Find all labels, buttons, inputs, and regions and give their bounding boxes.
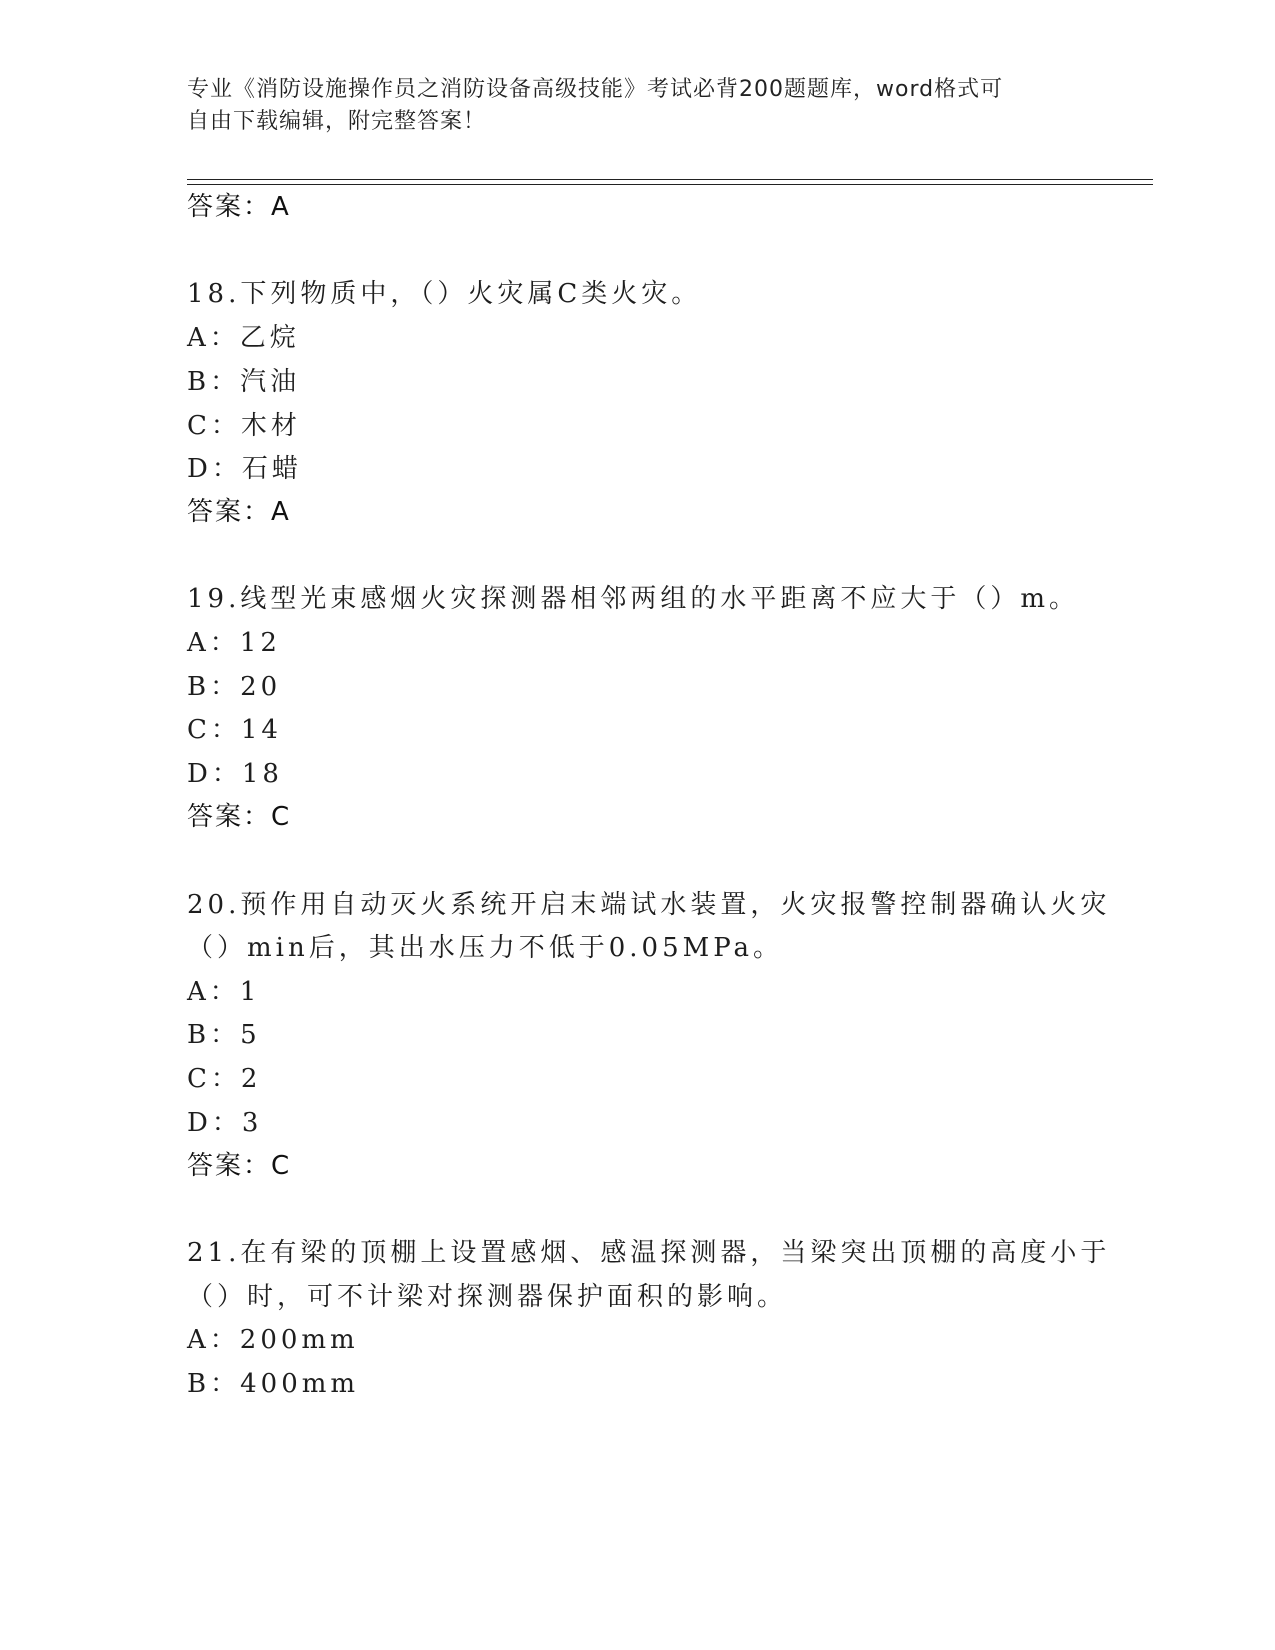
header-divider-bottom <box>187 184 1153 185</box>
question-20-option-c: C：2 <box>187 1064 262 1094</box>
question-18-option-b: B：汽油 <box>187 367 301 397</box>
question-21-option-b: B：400mm <box>187 1369 360 1399</box>
question-21-stem-line-2: （）时，可不计梁对探测器保护面积的影响。 <box>187 1282 788 1312</box>
header-line-1: 专业《消防设施操作员之消防设备高级技能》考试必背200题题库，word格式可 <box>187 77 1004 102</box>
question-19-answer: 答案：C <box>187 802 292 832</box>
question-18-answer: 答案：A <box>187 497 291 527</box>
question-18-option-d: D：石蜡 <box>187 454 302 484</box>
question-20-answer: 答案：C <box>187 1151 292 1181</box>
question-18-stem: 18.下列物质中，（）火灾属C类火灾。 <box>187 279 702 309</box>
question-21-stem-line-1: 21.在有梁的顶棚上设置感烟、感温探测器，当梁突出顶棚的高度小于 <box>187 1238 1111 1268</box>
question-19-stem: 19.线型光束感烟火灾探测器相邻两组的水平距离不应大于（）m。 <box>187 584 1080 614</box>
question-18-option-a: A：乙烷 <box>187 323 300 353</box>
header-line-2: 自由下载编辑，附完整答案！ <box>187 109 487 134</box>
question-19-option-a: A：12 <box>187 628 281 658</box>
question-20-option-a: A：1 <box>187 977 261 1007</box>
question-19-option-d: D：18 <box>187 759 283 789</box>
question-19-option-b: B：20 <box>187 672 282 702</box>
answer-prev: 答案：A <box>187 192 291 222</box>
question-20-option-b: B：5 <box>187 1020 261 1050</box>
question-19-option-c: C：14 <box>187 715 282 745</box>
question-18-option-c: C：木材 <box>187 411 301 441</box>
question-20-stem-line-1: 20.预作用自动灭火系统开启末端试水装置，火灾报警控制器确认火灾 <box>187 890 1111 920</box>
document-header <box>187 74 1087 138</box>
header-divider-top <box>187 179 1153 180</box>
question-20-option-d: D：3 <box>187 1108 263 1138</box>
question-21-option-a: A：200mm <box>187 1325 359 1355</box>
question-20-stem-line-2: （）min后，其出水压力不低于0.05MPa。 <box>187 933 784 963</box>
